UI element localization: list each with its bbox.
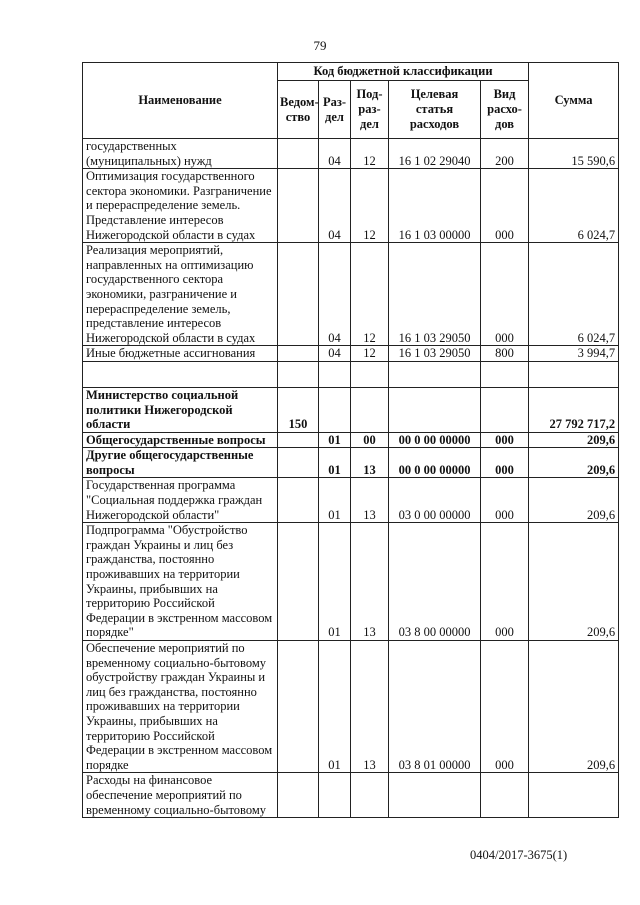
row-name: Иные бюджетные ассигнования <box>83 346 278 362</box>
row-celevaya: 16 1 02 29040 <box>389 139 481 169</box>
table-row <box>83 387 619 432</box>
row-celevaya: 03 8 01 00000 <box>389 641 481 773</box>
row-vedomstvo <box>278 432 319 448</box>
header-name: Наименование <box>83 63 278 139</box>
row-name: государственных (муниципальных) нужд <box>83 139 278 169</box>
row-vid: 000 <box>481 243 529 346</box>
row-podrazdel: 12 <box>351 346 389 362</box>
row-vid: 000 <box>481 523 529 641</box>
row-name: Другие общегосударственные вопросы <box>83 448 278 478</box>
row-podrazdel: 12 <box>351 243 389 346</box>
row-sum: 209,6 <box>529 478 619 523</box>
table-row <box>83 346 619 362</box>
row-razdel: 01 <box>319 523 351 641</box>
page-number: 79 <box>313 38 327 53</box>
row-name <box>83 361 278 387</box>
row-vedomstvo <box>278 361 319 387</box>
row-vid: 000 <box>481 478 529 523</box>
row-name: Оптимизация государственного сектора экономики. Разграничение и перераспределение земель. Представление интересов Нижегородской области в судах <box>83 169 278 243</box>
row-celevaya: 03 8 00 00000 <box>389 523 481 641</box>
table-row <box>83 139 619 169</box>
row-celevaya: 00 0 00 00000 <box>389 448 481 478</box>
row-vid <box>481 387 529 432</box>
row-sum: 209,6 <box>529 641 619 773</box>
table-row <box>83 641 619 773</box>
row-podrazdel: 00 <box>351 432 389 448</box>
row-sum: 15 590,6 <box>529 139 619 169</box>
table-row <box>83 169 619 243</box>
document-code: 0404/2017-3675(1) <box>470 848 568 862</box>
header-celevaya: Целевая статья расходов <box>389 81 481 139</box>
row-podrazdel: 13 <box>351 478 389 523</box>
row-name: Обеспечение мероприятий по временному социально-бытовому обустройству граждан Украины и лиц без гражданства, постоянно проживавших на территории Украины, прибывших на территорию Российской Федерации в экстренном массовом порядке <box>83 641 278 773</box>
row-podrazdel: 13 <box>351 523 389 641</box>
row-celevaya: 00 0 00 00000 <box>389 432 481 448</box>
row-vid: 200 <box>481 139 529 169</box>
row-vedomstvo <box>278 523 319 641</box>
table-row <box>83 773 619 818</box>
row-podrazdel <box>351 361 389 387</box>
row-celevaya <box>389 361 481 387</box>
row-sum <box>529 361 619 387</box>
row-vid <box>481 361 529 387</box>
header-vid: Вид расхо-дов <box>481 81 529 139</box>
row-razdel <box>319 773 351 818</box>
table-row <box>83 523 619 641</box>
row-vedomstvo <box>278 243 319 346</box>
table-row <box>83 243 619 346</box>
row-vid: 800 <box>481 346 529 362</box>
row-sum: 6 024,7 <box>529 169 619 243</box>
row-razdel: 04 <box>319 139 351 169</box>
row-vid: 000 <box>481 448 529 478</box>
row-vedomstvo <box>278 773 319 818</box>
row-vedomstvo <box>278 169 319 243</box>
row-sum: 209,6 <box>529 523 619 641</box>
row-sum: 209,6 <box>529 448 619 478</box>
row-vedomstvo: 150 <box>278 387 319 432</box>
header-sum: Сумма <box>529 63 619 139</box>
row-vid: 000 <box>481 432 529 448</box>
header-razdel: Раз-дел <box>319 81 351 139</box>
row-podrazdel: 13 <box>351 448 389 478</box>
budget-table <box>82 62 619 818</box>
row-podrazdel <box>351 387 389 432</box>
table-row <box>83 478 619 523</box>
row-podrazdel <box>351 773 389 818</box>
row-vedomstvo <box>278 346 319 362</box>
row-name: Реализация мероприятий, направленных на оптимизацию государственного сектора экономики, разграничение и перераспределение земель, представление интересов Нижегородской области в судах <box>83 243 278 346</box>
row-celevaya: 03 0 00 00000 <box>389 478 481 523</box>
row-razdel: 04 <box>319 169 351 243</box>
row-celevaya: 16 1 03 00000 <box>389 169 481 243</box>
row-celevaya: 16 1 03 29050 <box>389 346 481 362</box>
row-razdel: 01 <box>319 432 351 448</box>
row-razdel <box>319 387 351 432</box>
row-name: Расходы на финансовое обеспечение мероприятий по временному социально-бытовому <box>83 773 278 818</box>
row-podrazdel: 12 <box>351 169 389 243</box>
header-podrazdel: Под-раз-дел <box>351 81 389 139</box>
row-razdel: 01 <box>319 641 351 773</box>
row-vedomstvo <box>278 478 319 523</box>
row-sum: 27 792 717,2 <box>529 387 619 432</box>
row-sum <box>529 773 619 818</box>
row-celevaya <box>389 773 481 818</box>
row-sum: 3 994,7 <box>529 346 619 362</box>
table-row <box>83 361 619 387</box>
row-vid: 000 <box>481 169 529 243</box>
header-code-group: Код бюджетной классификации <box>278 63 529 81</box>
row-vedomstvo <box>278 139 319 169</box>
row-razdel: 04 <box>319 346 351 362</box>
header-vedomstvo: Ведом-ство <box>278 81 319 139</box>
row-sum: 209,6 <box>529 432 619 448</box>
row-vedomstvo <box>278 641 319 773</box>
table-row <box>83 448 619 478</box>
row-celevaya: 16 1 03 29050 <box>389 243 481 346</box>
row-vid: 000 <box>481 641 529 773</box>
row-razdel: 01 <box>319 478 351 523</box>
row-sum: 6 024,7 <box>529 243 619 346</box>
row-name: Министерство социальной политики Нижегородской области <box>83 387 278 432</box>
row-vid <box>481 773 529 818</box>
row-name: Общегосударственные вопросы <box>83 432 278 448</box>
row-name: Государственная программа "Социальная поддержка граждан Нижегородской области" <box>83 478 278 523</box>
row-razdel: 04 <box>319 243 351 346</box>
row-celevaya <box>389 387 481 432</box>
row-name: Подпрограмма "Обустройство граждан Украины и лиц без гражданства, постоянно проживавших на территории Украины, прибывших на территорию Российской Федерации в экстренном массовом порядке" <box>83 523 278 641</box>
row-razdel <box>319 361 351 387</box>
row-podrazdel: 13 <box>351 641 389 773</box>
row-vedomstvo <box>278 448 319 478</box>
row-razdel: 01 <box>319 448 351 478</box>
table-row <box>83 432 619 448</box>
row-podrazdel: 12 <box>351 139 389 169</box>
